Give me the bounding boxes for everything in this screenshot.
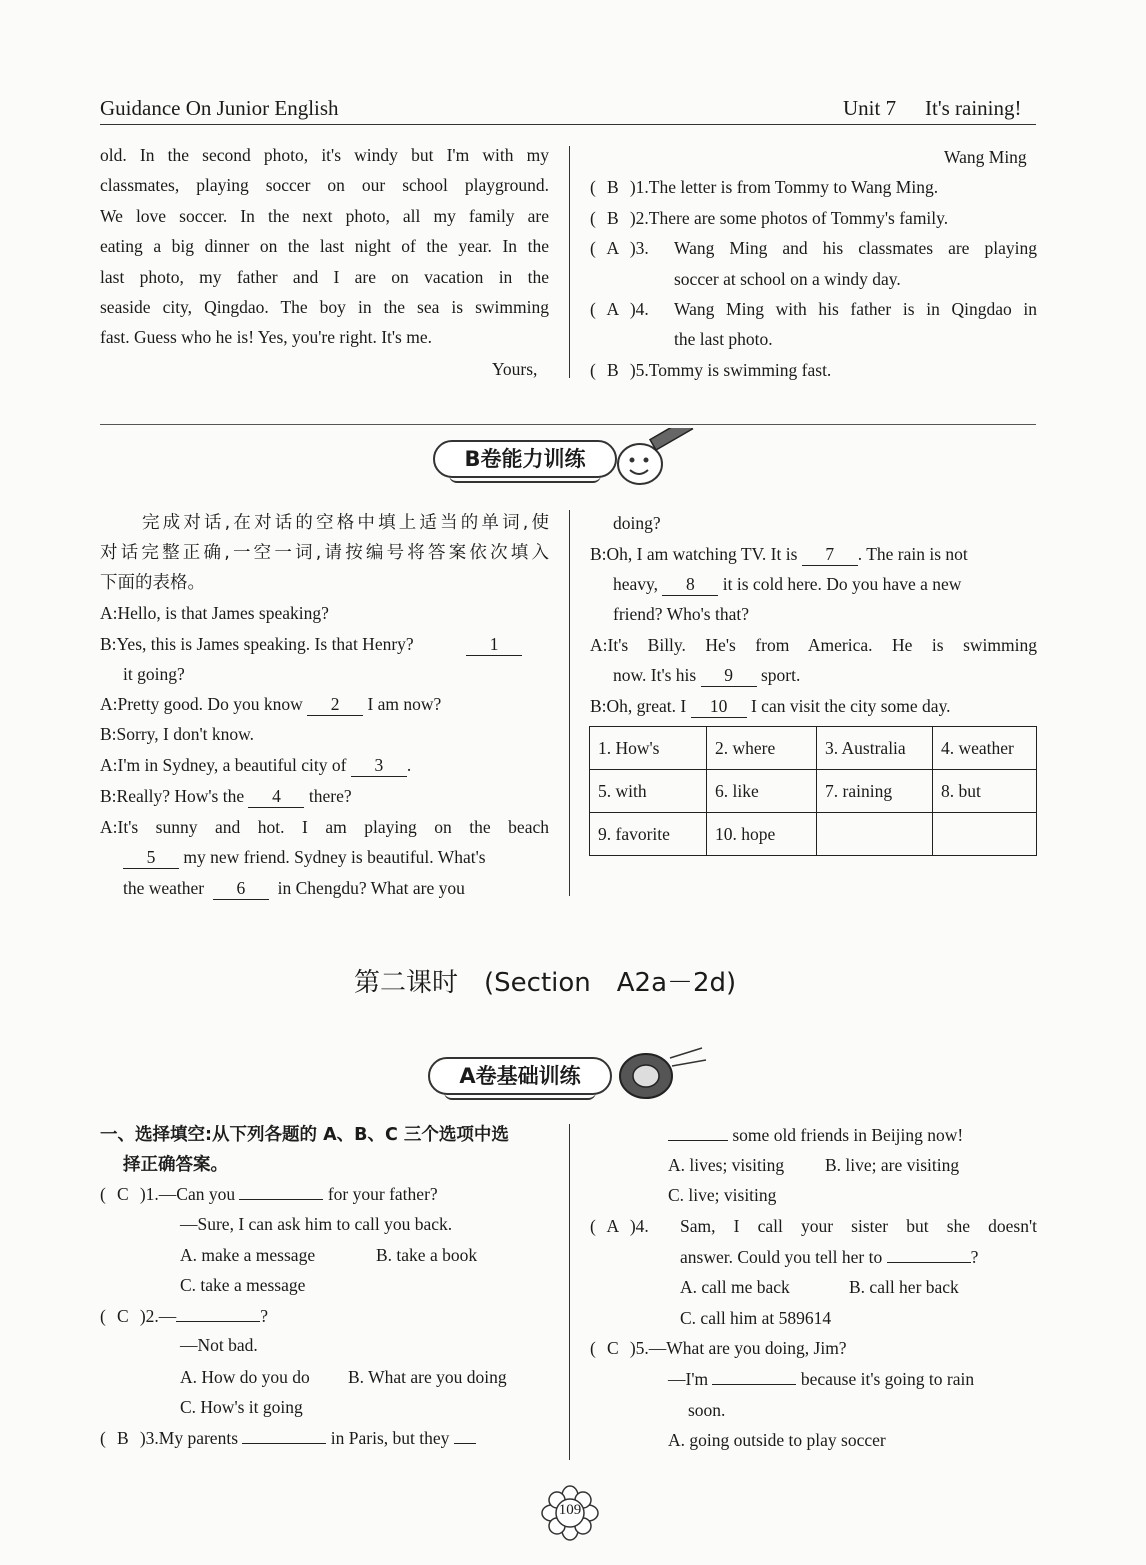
q1-opt-a: A. make a message xyxy=(180,1245,316,1265)
q5-stem-b: —I'm xyxy=(668,1369,709,1389)
table-cell: 8. but xyxy=(933,770,1037,813)
dialog-a4-l3-a: the weather xyxy=(123,878,205,898)
table-row xyxy=(590,727,1037,770)
dialog-a2 xyxy=(100,689,441,719)
dialog-b4-tail: . The rain is not xyxy=(857,544,968,564)
q3-opt-c: C. live; visiting xyxy=(668,1185,777,1205)
q5-line2 xyxy=(668,1364,974,1394)
dialog-b4-l2 xyxy=(613,569,961,599)
table-cell: 9. favorite xyxy=(590,813,707,856)
q4-opt-a: A. call me back xyxy=(680,1277,790,1297)
q2-opt-c: C. How's it going xyxy=(180,1397,303,1417)
q5-answer: C xyxy=(606,1338,619,1358)
q3-blank-2-cont xyxy=(668,1140,728,1141)
q5-opt-a: A. going outside to play soccer xyxy=(668,1430,886,1450)
tire-icon xyxy=(610,1038,710,1102)
blank-10: 10 xyxy=(691,695,747,718)
q4-opt-c: C. call him at 589614 xyxy=(680,1308,832,1328)
blank-5: 5 xyxy=(123,846,179,869)
judge-text-2: There are some photos of Tommy's family. xyxy=(648,208,949,228)
dialog-b1-text: B:Yes, this is James speaking. Is that Henry? xyxy=(100,634,414,654)
q5-stem-c: because it's going to rain xyxy=(800,1369,975,1389)
q3-answer: B xyxy=(116,1428,129,1448)
judge-num-2: 2. xyxy=(635,208,649,228)
table-cell: 3. Australia xyxy=(817,727,933,770)
dialog-instr-3: 下面的表格。 xyxy=(100,573,205,593)
q4-stem-b xyxy=(680,1242,978,1272)
banner-a: A卷基础训练 xyxy=(428,1057,612,1095)
table-cell: 2. where xyxy=(707,727,817,770)
blank-3: 3 xyxy=(351,754,407,777)
table-row xyxy=(590,813,1037,856)
reading-line-4: eating a big dinner on the last night of the year. In the xyxy=(100,236,549,256)
q5-blank xyxy=(712,1384,796,1385)
judge-num-5: 5. xyxy=(635,360,649,380)
dialog-a1: A:Hello, is that James speaking? xyxy=(100,603,329,623)
page-number: 109 xyxy=(558,1502,582,1518)
judge-num-3: 3. xyxy=(635,238,649,258)
q2-num: 2. xyxy=(145,1306,159,1326)
dialog-instr-2: 对话完整正确,一空一词,请按编号将答案依次填入 xyxy=(100,543,549,563)
q2-stem: ( C )2.— ? xyxy=(100,1301,268,1331)
q2-line2: —Not bad. xyxy=(180,1335,258,1355)
dialog-a4-l3-b: in Chengdu? What are you xyxy=(277,878,465,898)
judge-num-4: 4. xyxy=(635,299,649,319)
q1-blank xyxy=(239,1199,323,1200)
reading-line-1: old. In the second photo, it's windy but I'm with my xyxy=(100,145,549,165)
q3-stem-a: My parents xyxy=(158,1428,239,1448)
table-cell xyxy=(817,813,933,856)
judge-answer-4: A xyxy=(606,299,620,319)
q2-stem-a: — xyxy=(158,1306,177,1326)
table-cell: 5. with xyxy=(590,770,707,813)
table-cell xyxy=(933,813,1037,856)
q1-stem-b: for your father? xyxy=(327,1184,438,1204)
header-title: It's raining! xyxy=(925,96,1022,120)
table-cell: 1. How's xyxy=(590,727,707,770)
dialog-b3-text: B:Really? How's the xyxy=(100,786,245,806)
q1-answer: C xyxy=(116,1184,129,1204)
q5-num: 5. xyxy=(635,1338,649,1358)
lesson-title: 第二课时 (Section A2a－2d) xyxy=(354,968,737,998)
q4-stem-b-text: answer. Could you tell her to xyxy=(680,1247,883,1267)
dialog-a4-l2 xyxy=(123,842,486,872)
reading-line-7: fast. Guess who he is! Yes, you're right. It's me. xyxy=(100,327,432,347)
dialog-r1: doing? xyxy=(613,513,661,533)
blank-8: 8 xyxy=(662,573,718,596)
choice-heading-2: 择正确答案。 xyxy=(123,1155,228,1175)
q1-opt-b: B. take a book xyxy=(376,1245,478,1265)
q1-stem: ( C )1.—Can you for your father? xyxy=(100,1179,438,1209)
dialog-b3 xyxy=(100,781,352,811)
q3-num: 3. xyxy=(145,1428,159,1448)
table-cell: 4. weather xyxy=(933,727,1037,770)
q2-stem-b: ? xyxy=(260,1306,269,1326)
q5-line3: soon. xyxy=(688,1400,726,1420)
dialog-a3-tail: . xyxy=(406,755,412,775)
dialog-b4-l3: friend? Who's that? xyxy=(613,604,749,624)
q5-stem-a: —What are you doing, Jim? xyxy=(648,1338,847,1358)
q4-stem-c: ? xyxy=(970,1247,979,1267)
dialog-b1-cont: it going? xyxy=(123,664,185,684)
blank-7: 7 xyxy=(802,543,858,566)
dialog-a2-tail: I am now? xyxy=(367,694,442,714)
reading-line-6: seaside city, Qingdao. The boy in the sea is swimming xyxy=(100,297,549,317)
q2-blank xyxy=(176,1321,260,1322)
q3-opt-b: B. live; are visiting xyxy=(825,1155,960,1175)
q1-opt-c: C. take a message xyxy=(180,1275,306,1295)
dialog-b5 xyxy=(590,691,951,721)
column-divider-mid xyxy=(569,510,570,896)
dialog-a5: A:It's Billy. He's from America. He is swimming xyxy=(590,635,1037,655)
q2-opt-b: B. What are you doing xyxy=(348,1367,507,1387)
q4-stem: ( A )4. xyxy=(590,1211,649,1241)
q4-answer: A xyxy=(606,1216,620,1236)
choice-heading-1: 一、选择填空:从下列各题的 A、B、C 三个选项中选 xyxy=(100,1125,509,1145)
q1-stem-a: —Can you xyxy=(158,1184,236,1204)
reading-line-3: We love soccer. In the next photo, all my family are xyxy=(100,206,549,226)
table-cell: 7. raining xyxy=(817,770,933,813)
blank-4: 4 xyxy=(248,785,304,808)
q3-cont xyxy=(668,1120,963,1150)
dialog-a3-text: A:I'm in Sydney, a beautiful city of xyxy=(100,755,347,775)
dialog-a4-l3 xyxy=(123,873,465,903)
judge-answer-3: A xyxy=(606,238,620,258)
table-cell: 10. hope xyxy=(707,813,817,856)
dialog-a2-text: A:Pretty good. Do you know xyxy=(100,694,303,714)
q3-blank xyxy=(242,1443,326,1444)
judge-answer-1: B xyxy=(606,177,619,197)
judge-answer-2: B xyxy=(606,208,619,228)
reading-line-5: last photo, my father and I are on vacation in the xyxy=(100,267,549,287)
blank-1: 1 xyxy=(466,633,522,656)
dialog-a4: A:It's sunny and hot. I am playing on the beach xyxy=(100,817,549,837)
answer-table xyxy=(589,726,1037,856)
dialog-b1 xyxy=(100,629,522,659)
table-row xyxy=(590,770,1037,813)
q3-blank-2 xyxy=(454,1443,476,1444)
judge-text-4a: Wang Ming with his father is in Qingdao in xyxy=(674,299,1037,319)
table-cell: 6. like xyxy=(707,770,817,813)
pencil-icon xyxy=(610,428,706,492)
dialog-a5-l2-b: sport. xyxy=(760,665,801,685)
q2-opt-a: A. How do you do xyxy=(180,1367,310,1387)
q4-opt-b: B. call her back xyxy=(849,1277,959,1297)
judge-text-1: The letter is from Tommy to Wang Ming. xyxy=(648,177,939,197)
dialog-a5-l2 xyxy=(613,660,800,690)
q5-stem: ( C )5.—What are you doing, Jim? xyxy=(590,1333,847,1363)
q3-opt-a: A. lives; visiting xyxy=(668,1155,785,1175)
dialog-b5-text: B:Oh, great. I xyxy=(590,696,687,716)
judge-text-5: Tommy is swimming fast. xyxy=(648,360,832,380)
column-divider-bottom xyxy=(569,1124,570,1460)
q4-stem-a: Sam, I call your sister but she doesn't xyxy=(680,1216,1037,1236)
blank-9: 9 xyxy=(701,664,757,687)
header-left: Guidance On Junior English xyxy=(100,96,339,120)
blank-2: 2 xyxy=(307,693,363,716)
dialog-b2: B:Sorry, I don't know. xyxy=(100,724,255,744)
judge-num-1: 1. xyxy=(635,177,649,197)
section-rule xyxy=(100,424,1036,425)
banner-b: B卷能力训练 xyxy=(433,440,617,478)
dialog-a3 xyxy=(100,750,411,780)
column-divider-top xyxy=(569,146,570,378)
q4-blank xyxy=(887,1262,971,1263)
judge-text-3b: soccer at school on a windy day. xyxy=(674,269,901,289)
q3-stem-b: in Paris, but they xyxy=(330,1428,450,1448)
judge-text-3a: Wang Ming and his classmates are playing xyxy=(674,238,1037,258)
header-rule xyxy=(100,124,1036,125)
dialog-b4 xyxy=(590,539,968,569)
reading-line-2: classmates, playing soccer on our school playground. xyxy=(100,175,549,195)
reading-signature: Wang Ming xyxy=(944,147,1027,167)
dialog-b4-l2-b: it is cold here. Do you have a new xyxy=(722,574,962,594)
dialog-b5-tail: I can visit the city some day. xyxy=(750,696,951,716)
dialog-b4-l2-a: heavy, xyxy=(613,574,659,594)
header-unit: Unit 7 xyxy=(843,96,897,120)
q1-num: 1. xyxy=(145,1184,159,1204)
reading-closing: Yours, xyxy=(492,359,538,379)
q4-num: 4. xyxy=(635,1216,649,1236)
dialog-instr-1: 完成对话,在对话的空格中填上适当的单词,使 xyxy=(142,513,549,533)
q1-line2: —Sure, I can ask him to call you back. xyxy=(180,1214,453,1234)
q3-cont-text: some old friends in Beijing now! xyxy=(732,1125,964,1145)
dialog-a5-l2-a: now. It's his xyxy=(613,665,697,685)
blank-6: 6 xyxy=(213,877,269,900)
judge-answer-5: B xyxy=(606,360,619,380)
q3-stem: ( B )3.My parents in Paris, but they xyxy=(100,1423,476,1453)
judge-text-4b: the last photo. xyxy=(674,329,773,349)
dialog-b3-tail: there? xyxy=(308,786,352,806)
dialog-a4-l2-text: my new friend. Sydney is beautiful. What's xyxy=(183,847,486,867)
dialog-b4-text: B:Oh, I am watching TV. It is xyxy=(590,544,798,564)
q2-answer: C xyxy=(116,1306,129,1326)
